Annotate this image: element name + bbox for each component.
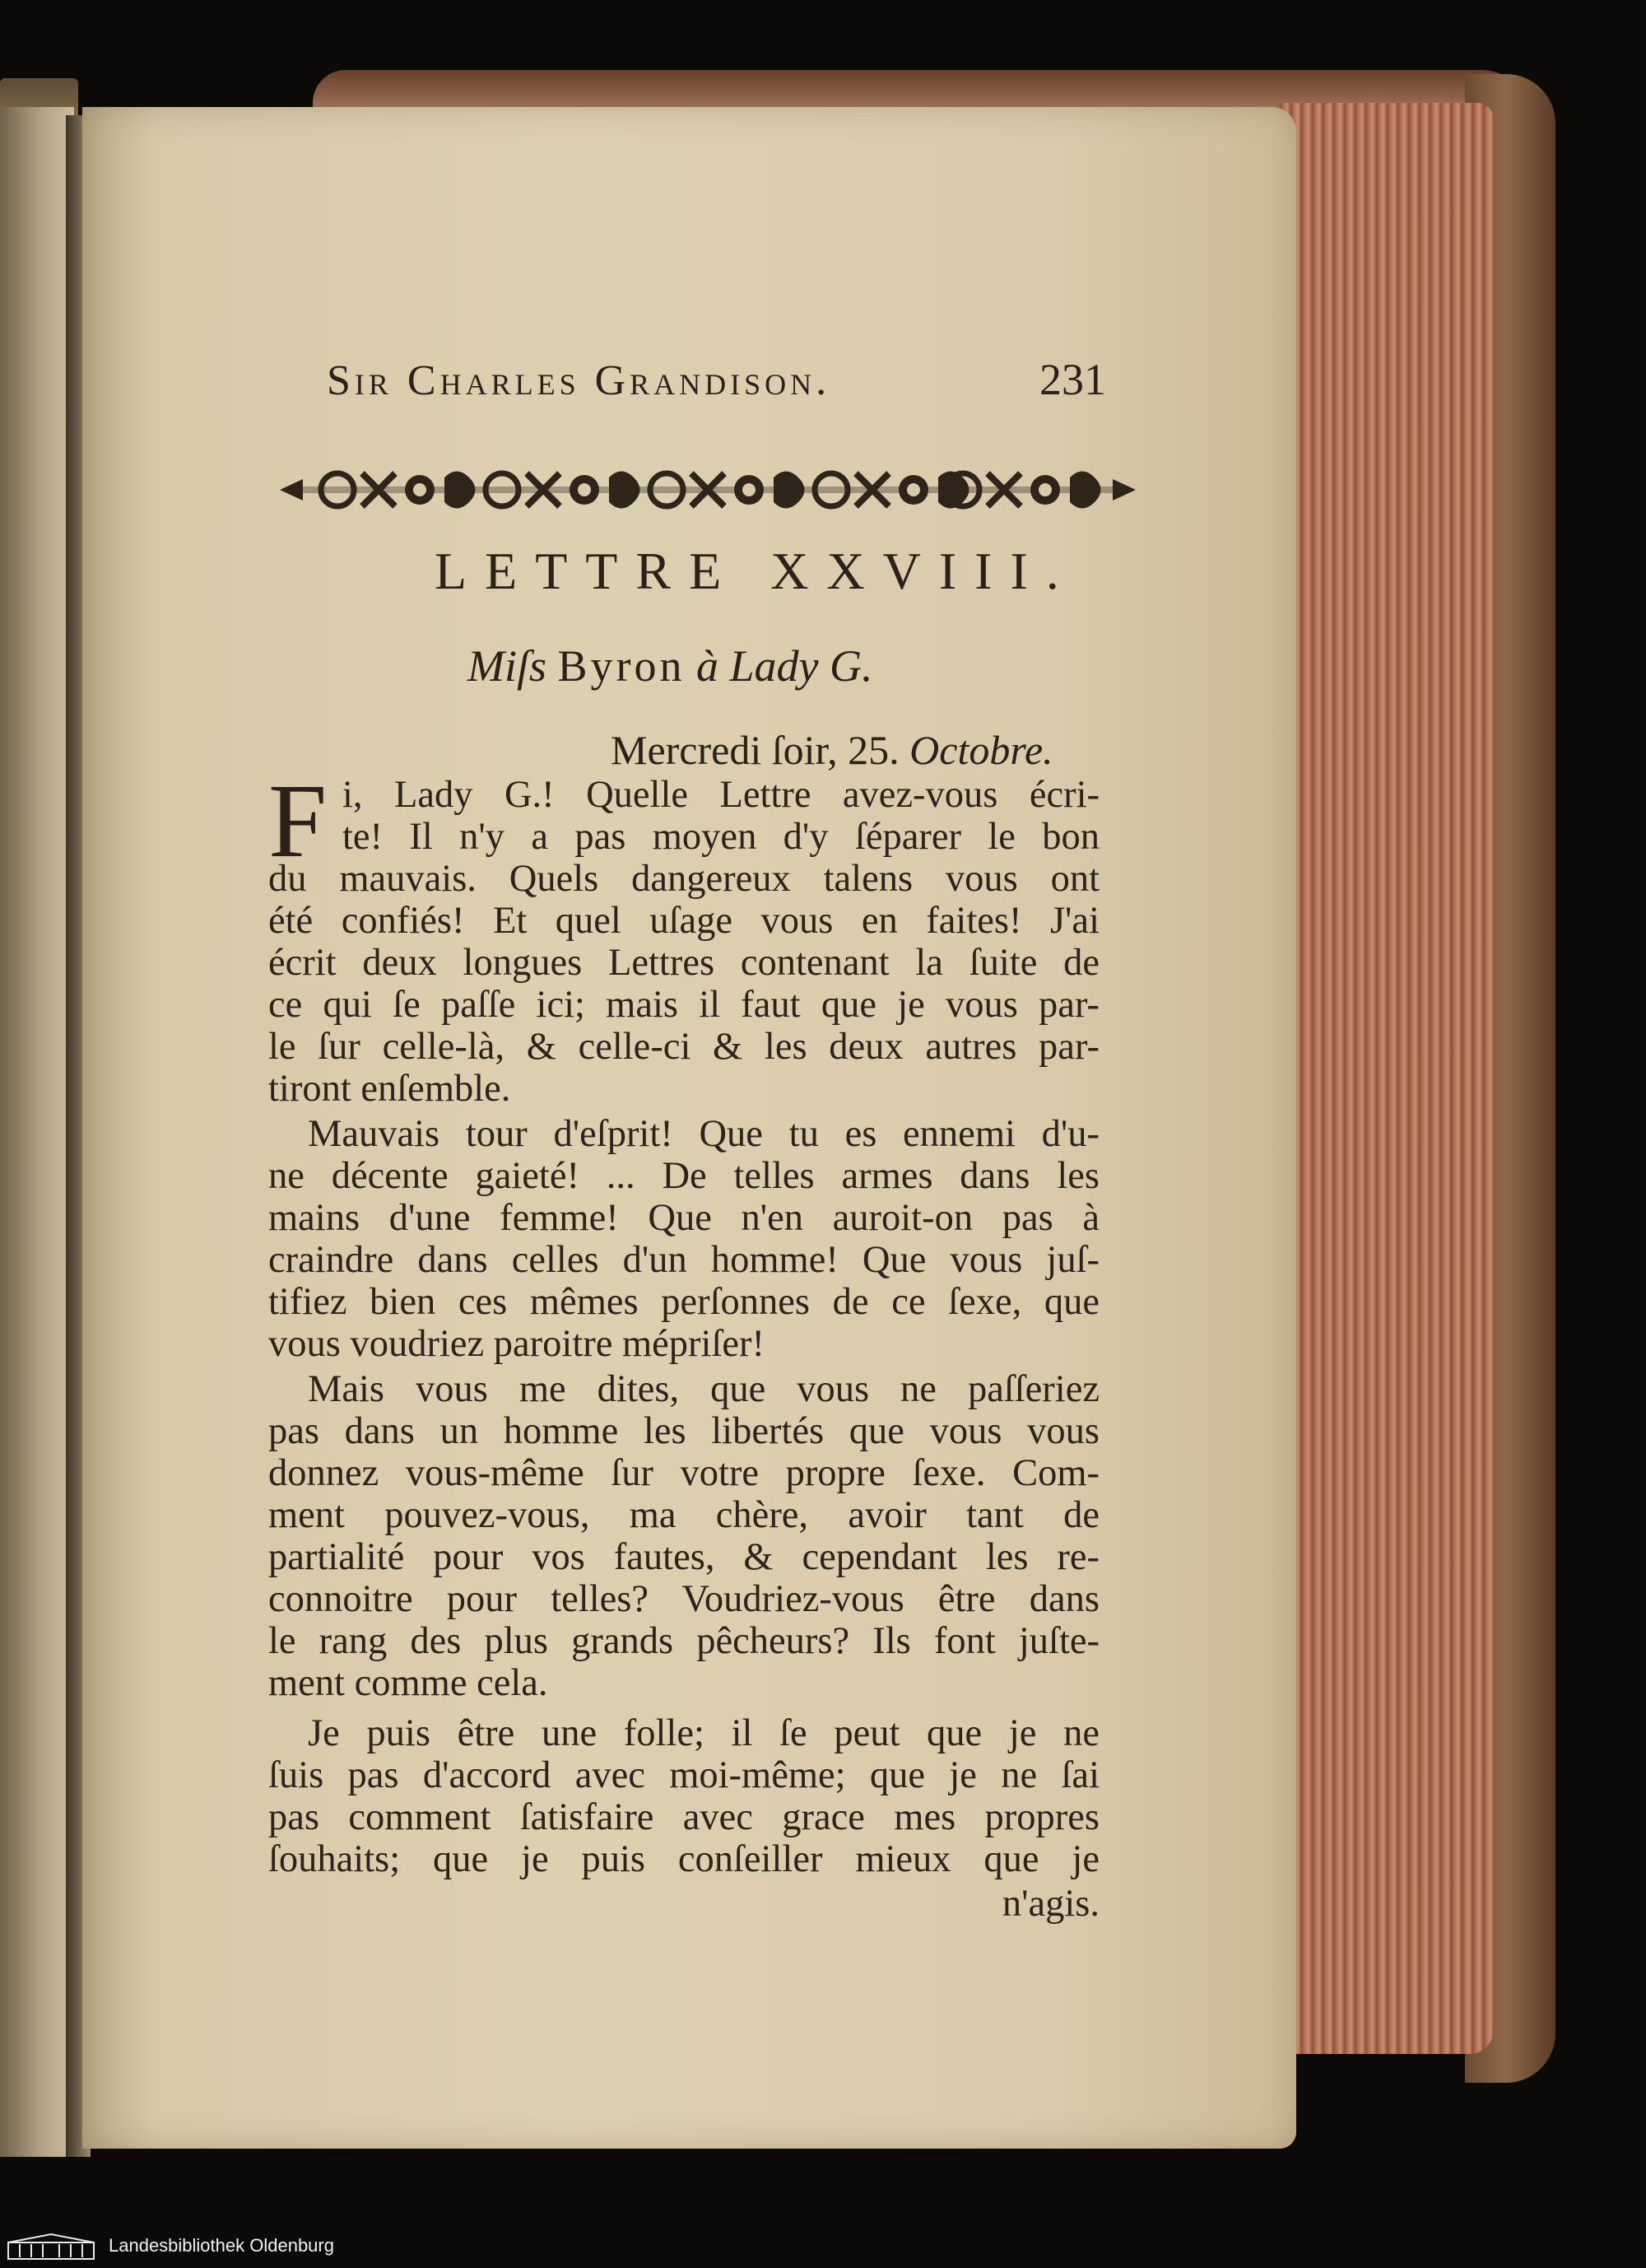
text-line: ment comme cela.	[268, 1662, 548, 1704]
text-line: Mauvais tour d'eſprit! Que tu es ennemi d'u-	[308, 1113, 1100, 1155]
text-line: ment pouvez-vous, ma chère, avoir tant de	[268, 1494, 1100, 1536]
text-line: Je puis être une folle; il ſe peut que je ne	[308, 1712, 1100, 1754]
text-line: du mauvais. Quels dangereux talens vous ont	[268, 858, 1100, 900]
text-line: pas comment ſatisfaire avec grace mes propres	[268, 1796, 1100, 1838]
text-line: Mais vous me dites, que vous ne paſſeriez	[308, 1368, 1100, 1410]
text-line: tifiez bien ces mêmes perſonnes de ce ſexe, que	[268, 1281, 1100, 1323]
left-page-edge	[0, 107, 74, 2157]
text-line: ſouhaits; que je puis conſeiller mieux que je	[268, 1838, 1100, 1880]
address-to: Lady G.	[729, 641, 873, 691]
catchword: n'agis.	[1002, 1883, 1100, 1925]
text-line: craindre dans celles d'un homme! Que vous juſ-	[268, 1239, 1100, 1281]
text-line: mains d'une femme! Que n'en auroit-on pas à	[268, 1197, 1100, 1239]
text-line: ne décente gaieté! ... De telles armes dans les	[268, 1155, 1100, 1197]
text-line: le rang des plus grands pêcheurs? Ils font juſte-	[268, 1620, 1100, 1662]
text-line: connoitre pour telles? Voudriez-vous être dans	[268, 1578, 1100, 1620]
drop-cap: F	[268, 762, 328, 879]
ornament-band-icon	[280, 461, 1136, 519]
text-line: le ſur celle-là, & celle-ci & les deux autres par-	[268, 1026, 1100, 1068]
address-a: à	[696, 641, 719, 691]
footer-library-name: Landesbibliothek Oldenburg	[109, 2235, 334, 2256]
address-from: Byron	[557, 641, 686, 691]
letter-address	[467, 640, 873, 692]
running-head: Sir Charles Grandison.	[327, 357, 831, 404]
page-number: 231	[1039, 355, 1106, 404]
text-line: pas dans un homme les libertés que vous vous	[268, 1410, 1100, 1452]
letter-title: LETTRE XXVIII.	[435, 542, 1077, 600]
text-line: ſuis pas d'accord avec moi-même; que je ne ſai	[268, 1754, 1100, 1796]
text-line: donnez vous-même ſur votre propre ſexe. Com-	[268, 1452, 1100, 1494]
address-miss: Miſs	[467, 641, 547, 691]
text-line: vous voudriez paroitre mépriſer!	[268, 1323, 765, 1365]
book-page	[82, 107, 1296, 2149]
text-line: tiront enſemble.	[268, 1068, 511, 1110]
library-logo-icon	[5, 2233, 97, 2262]
dateline-month: Octobre.	[909, 727, 1053, 773]
text-line: te! Il n'y a pas moyen d'y ſéparer le bon	[342, 816, 1100, 858]
dateline	[611, 726, 1053, 774]
text-line: i, Lady G.! Quelle Lettre avez-vous écri-	[342, 774, 1100, 816]
text-line: ce qui ſe paſſe ici; mais il faut que je vous par-	[268, 984, 1100, 1026]
dateline-text: Mercredi ſoir, 25.	[611, 727, 900, 773]
text-line: écrit deux longues Lettres contenant la ſuite de	[268, 942, 1100, 984]
page-edges	[1280, 103, 1494, 2054]
text-line: été confiés! Et quel uſage vous en faites! J'ai	[268, 900, 1100, 942]
text-line: partialité pour vos fautes, & cependant les re-	[268, 1536, 1100, 1578]
